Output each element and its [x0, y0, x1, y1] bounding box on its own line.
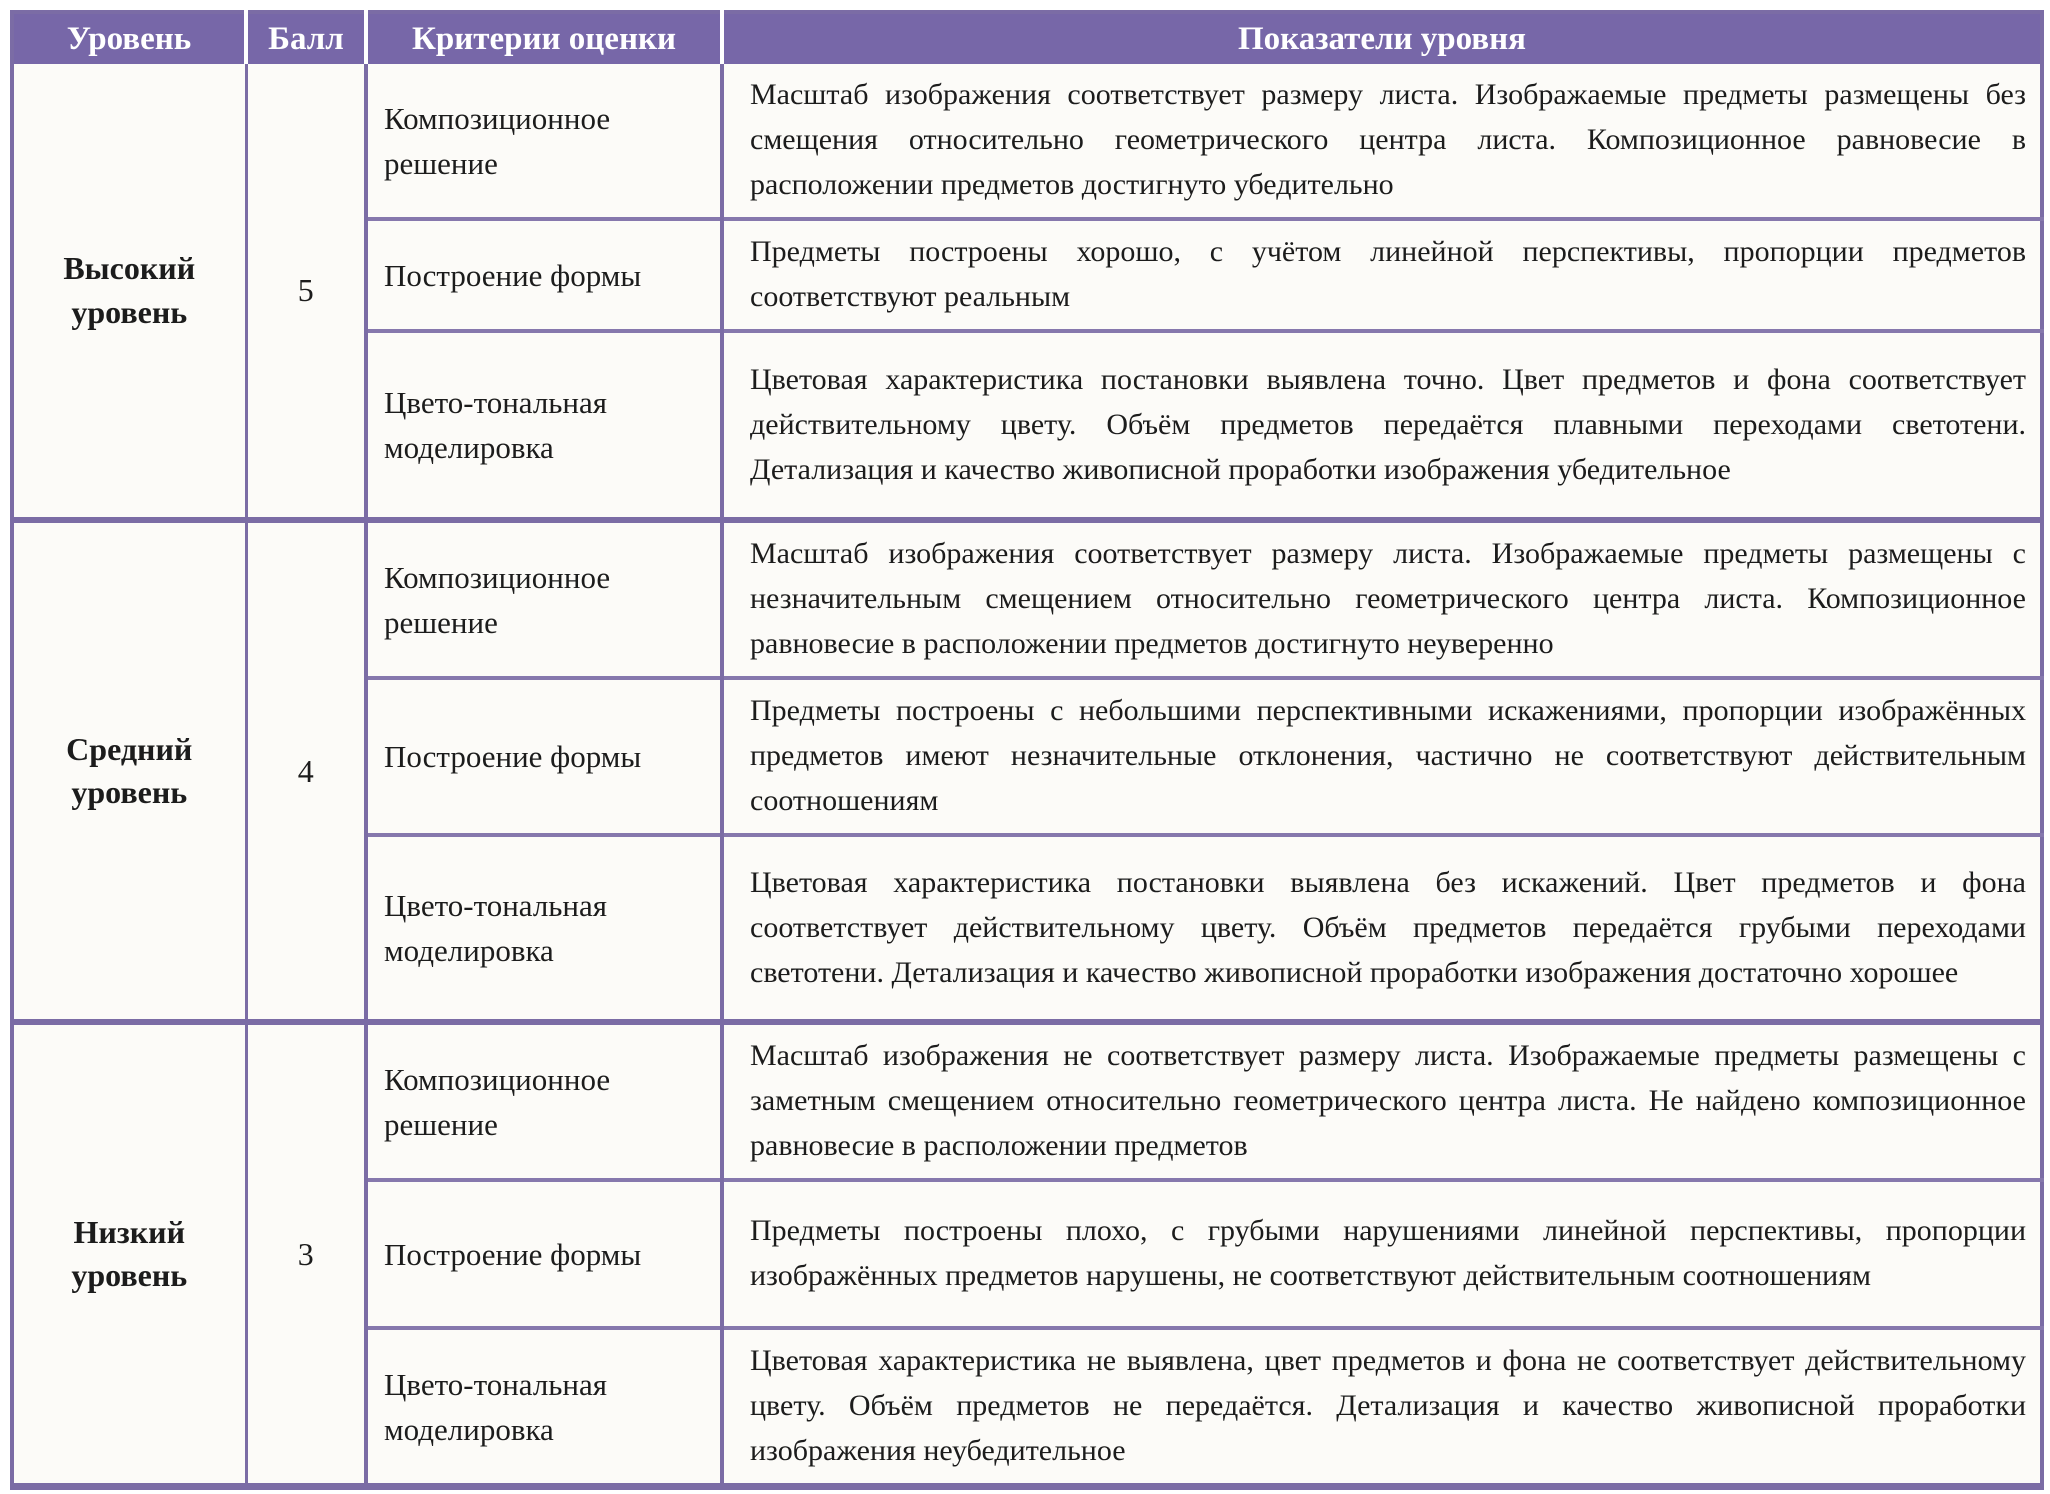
table-row — [12, 64, 2042, 219]
table-row — [12, 1022, 2042, 1180]
column-header-indicators: Показатели уровня — [722, 12, 2042, 64]
criterion-cell: Композиционное решение — [366, 1022, 722, 1180]
indicator-cell: Предметы построены плохо, с грубыми нарушениями линейной перспективы, пропорции изображённых предметов нарушены, не соответствуют действительным соотношениям — [722, 1180, 2042, 1328]
score-cell-middle: 4 — [246, 520, 366, 1022]
criterion-cell: Построение формы — [366, 678, 722, 835]
criterion-cell: Построение формы — [366, 1180, 722, 1328]
indicator-cell: Предметы построены с небольшими перспективными искажениями, пропорции изображённых предметов имеют незначительные отклонения, частично не соответствуют действительным соотношениям — [722, 678, 2042, 835]
criterion-cell: Цвето-тональная моделировка — [366, 835, 722, 1022]
header-row — [12, 12, 2042, 64]
score-cell-high: 5 — [246, 64, 366, 520]
column-header-criteria: Критерии оценки — [366, 12, 722, 64]
indicator-cell: Цветовая характеристика не выявлена, цвет предметов и фона не соответствует действительному цвету. Объём предметов не передаётся. Детализация и качество живописной проработки изображения неубедительное — [722, 1328, 2042, 1487]
level-cell-high: Высокий уровень — [12, 64, 246, 520]
criterion-cell: Цвето-тональная моделировка — [366, 331, 722, 520]
level-cell-low: Низкий уровень — [12, 1022, 246, 1487]
indicator-cell: Цветовая характеристика постановки выявлена точно. Цвет предметов и фона соответствует действительному цвету. Объём предметов передаётся плавными переходами светотени. Детализация и качество живописной проработки изображения убедительное — [722, 331, 2042, 520]
criterion-cell: Композиционное решение — [366, 64, 722, 219]
criterion-cell: Цвето-тональная моделировка — [366, 1328, 722, 1487]
table-body — [12, 64, 2042, 1487]
indicator-cell: Предметы построены хорошо, с учётом линейной перспективы, пропорции предметов соответствуют реальным — [722, 219, 2042, 331]
assessment-rubric-table — [10, 10, 2044, 1490]
indicator-cell: Масштаб изображения не соответствует размеру листа. Изображаемые предметы размещены с заметным смещением относительно геометрического центра листа. Не найдено композиционное равновесие в расположении предметов — [722, 1022, 2042, 1180]
level-cell-middle: Средний уровень — [12, 520, 246, 1022]
score-cell-low: 3 — [246, 1022, 366, 1487]
criterion-cell: Построение формы — [366, 219, 722, 331]
indicator-cell: Масштаб изображения соответствует размеру листа. Изображаемые предметы размещены без смещения относительно геометрического центра листа. Композиционное равновесие в расположении предметов достигнуто убедительно — [722, 64, 2042, 219]
criterion-cell: Композиционное решение — [366, 520, 722, 678]
indicator-cell: Масштаб изображения соответствует размеру листа. Изображаемые предметы размещены с незначительным смещением относительно геометрического центра листа. Композиционное равновесие в расположении предметов достигнуто неуверенно — [722, 520, 2042, 678]
table-row — [12, 520, 2042, 678]
column-header-level: Уровень — [12, 12, 246, 64]
indicator-cell: Цветовая характеристика постановки выявлена без искажений. Цвет предметов и фона соответствует действительному цвету. Объём предметов передаётся грубыми переходами светотени. Детализация и качество живописной проработки изображения достаточно хорошее — [722, 835, 2042, 1022]
column-header-score: Балл — [246, 12, 366, 64]
table-header — [12, 12, 2042, 64]
